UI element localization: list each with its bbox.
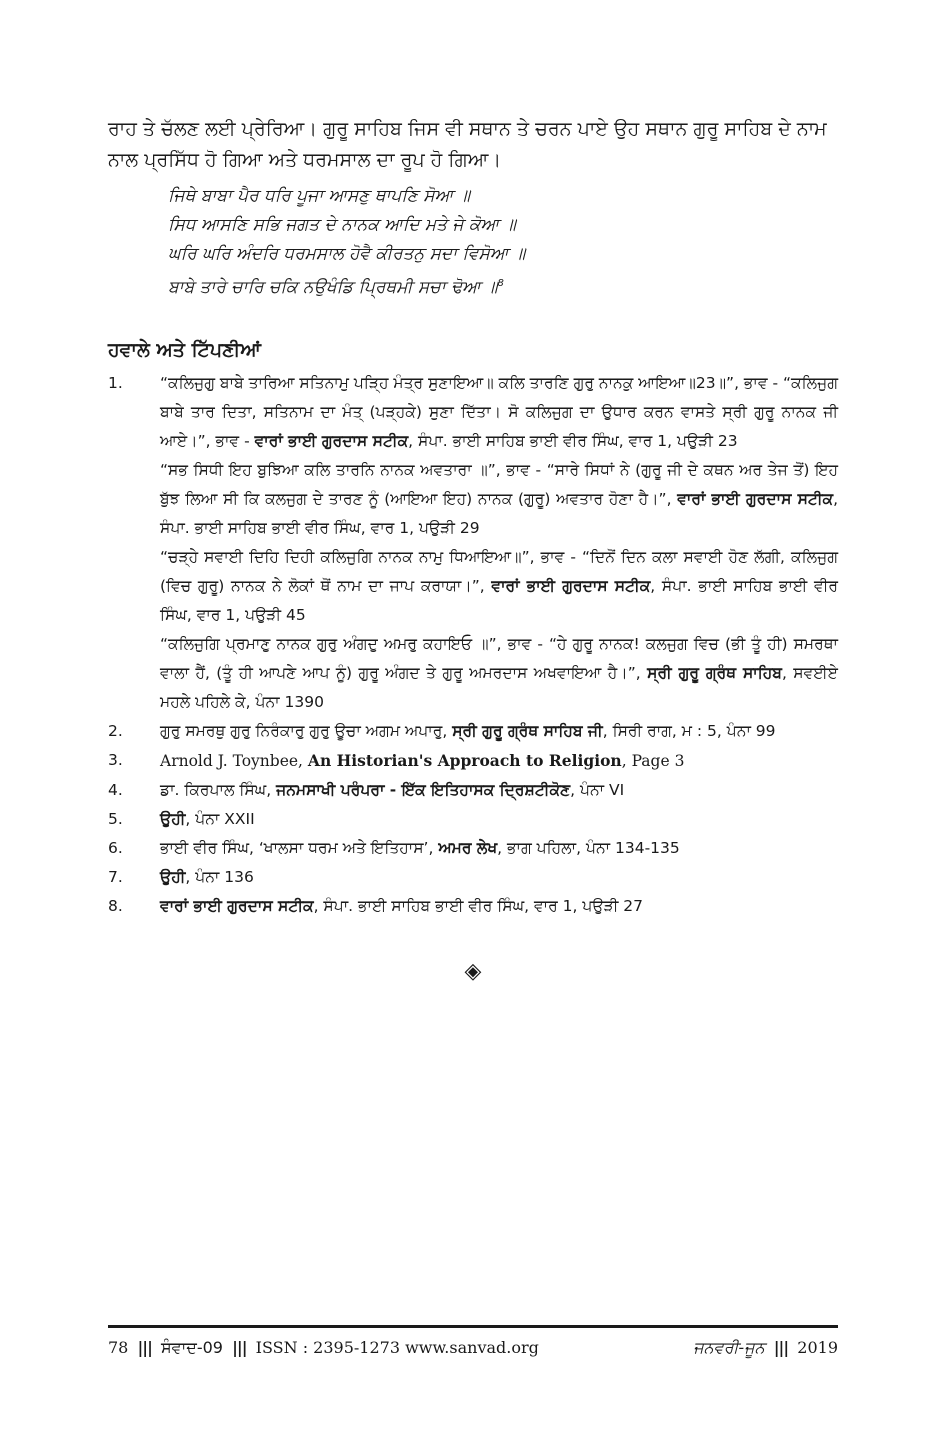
reference-source: ਵਾਰਾਂ ਭਾਈ ਗੁਰਦਾਸ ਸਟੀਕ — [677, 489, 834, 508]
reference-item — [108, 834, 838, 863]
reference-detail: , ਸੰਪਾ. ਭਾਈ ਸਾਹਿਬ ਭਾਈ ਵੀਰ ਸਿੰਘ, ਵਾਰ 1, ਪਉੜੀ 27 — [313, 896, 644, 915]
gurbani-verse — [168, 182, 838, 303]
reference-detail: , ਸੰਪਾ. ਭਾਈ ਸਾਹਿਬ ਭਾਈ ਵੀਰ ਸਿੰਘ, ਵਾਰ 1, ਪਉੜੀ 23 — [408, 431, 738, 450]
reference-paragraph — [160, 543, 838, 630]
footer-right — [693, 1338, 838, 1358]
reference-paragraph — [160, 369, 838, 456]
footer-divider — [108, 1325, 838, 1328]
reference-detail: , ਸਵਈਏ ਮਹਲੇ ਪਹਿਲੇ ਕੇ, ਪੰਨਾ 1390 — [160, 663, 838, 711]
footnote-ref: 8 — [497, 278, 504, 289]
reference-source: ਸ੍ਰੀ ਗੁਰੂ ਗ੍ਰੰਥ ਸਾਹਿਬ ਜੀ — [452, 721, 603, 740]
journal-name: ਸੰਵਾਦ-09 — [161, 1338, 223, 1357]
reference-number: 5. — [108, 809, 123, 828]
reference-source: ਵਾਰਾਂ ਭਾਈ ਗੁਰਦਾਸ ਸਟੀਕ — [254, 431, 409, 450]
reference-text: ਡਾ. ਕਿਰਪਾਲ ਸਿੰਘ, — [160, 780, 277, 799]
reference-source: ਜਨਮਸਾਖੀ ਪਰੰਪਰਾ - ਇੱਕ ਇਤਿਹਾਸਕ ਦ੍ਰਿਸ਼ਟੀਕੋਣ — [276, 780, 571, 799]
page-footer — [108, 1338, 838, 1358]
reference-number: 3. — [108, 750, 123, 769]
separator-bars-icon: ||| — [773, 1338, 789, 1357]
reference-item — [108, 805, 838, 834]
verse-line — [168, 269, 838, 303]
reference-number: 1. — [108, 373, 123, 392]
reference-detail: , ਸੰਪਾ. ਭਾਈ ਸਾਹਿਬ ਭਾਈ ਵੀਰ ਸਿੰਘ, ਵਾਰ 1, ਪਉੜੀ 29 — [160, 489, 838, 537]
page-body — [108, 114, 838, 984]
reference-text: “ਕਲਿਜੁਗੁ ਬਾਬੇ ਤਾਰਿਆ ਸਤਿਨਾਮੁ ਪੜ੍ਹਿ ਮੰਤ੍ਰ ਸੁਣਾਇਆ॥ ਕਲਿ ਤਾਰਣਿ ਗੁਰੁ ਨਾਨਕੁ ਆਇਆ॥23॥”, ਭਾਵ - “ਕਲਿਜੁਗ ਬਾਬੇ ਤਾਰ ਦਿਤਾ, ਸਤਿਨਾਮ ਦਾ ਮੰਤ੍ (ਪੜ੍ਹਕੇ) ਸੁਣਾ ਦਿੱਤਾ। ਸੋ ਕਲਿਜੁਗ ਦਾ ਉਧਾਰ ਕਰਨ ਵਾਸਤੇ ਸ੍ਰੀ ਗੁਰੂ ਨਾਨਕ ਜੀ ਆਏ।”, ਭਾਵ - — [160, 373, 838, 450]
references-heading: ਹਵਾਲੇ ਅਤੇ ਟਿੱਪਣੀਆਂ — [108, 338, 261, 361]
reference-item — [108, 746, 838, 776]
verse-line: ਜਿਥੇ ਬਾਬਾ ਪੈਰ ਧਰਿ ਪੂਜਾ ਆਸਣੁ ਥਾਪਣਿ ਸੋਆ ॥ — [168, 186, 470, 206]
reference-text: “ਕਲਿਜੁਗਿ ਪ੍ਰਮਾਣੁ ਨਾਨਕ ਗੁਰੁ ਅੰਗਦੁ ਅਮਰੁ ਕਹਾਇਓ ॥”, ਭਾਵ - “ਹੇ ਗੁਰੂ ਨਾਨਕ! ਕਲਜੁਗ ਵਿਚ (ਭੀ ਤੂੰ ਹੀ) ਸਮਰਥਾ ਵਾਲਾ ਹੈਂ, (ਤੂੰ ਹੀ ਆਪਣੇ ਆਪ ਨੂੰ) ਗੁਰੂ ਅੰਗਦ ਤੇ ਗੁਰੂ ਅਮਰਦਾਸ ਅਖਵਾਇਆ ਹੈ।”, — [160, 634, 838, 682]
reference-text: Arnold J. Toynbee, — [160, 751, 308, 770]
reference-paragraph — [160, 776, 838, 805]
issn-website: ISSN : 2395-1273 www.sanvad.org — [255, 1338, 539, 1357]
verse-line: ਸਿਧ ਆਸਣਿ ਸਭਿ ਜਗਤ ਦੇ ਨਾਨਕ ਆਦਿ ਮਤੇ ਜੇ ਕੋਆ ॥ — [168, 215, 516, 235]
verse-text: ਬਾਬੇ ਤਾਰੇ ਚਾਰਿ ਚਕਿ ਨਉਖੰਡਿ ਪ੍ਰਿਥਮੀ ਸਚਾ ਢੋਆ ॥ — [168, 277, 498, 298]
reference-number: 4. — [108, 780, 123, 799]
reference-source: ਵਾਰਾਂ ਭਾਈ ਗੁਰਦਾਸ ਸਟੀਕ — [491, 576, 651, 595]
separator-bars-icon: ||| — [232, 1338, 247, 1357]
reference-source: ਉਹੀ — [160, 867, 186, 886]
reference-text: ਗੁਰੁ ਸਮਰਥੁ ਗੁਰੁ ਨਿਰੰਕਾਰੁ ਗੁਰੁ ਊਚਾ ਅਗਮ ਅਪਾਰੁ, — [160, 721, 453, 740]
reference-detail: , ਪੰਨਾ VI — [570, 780, 625, 799]
separator-bars-icon: ||| — [137, 1338, 152, 1357]
reference-text: “ਚੜ੍ਹੇ ਸਵਾਈ ਦਿਹਿ ਦਿਹੀ ਕਲਿਜੁਗਿ ਨਾਨਕ ਨਾਮੁ ਧਿਆਇਆ॥”, ਭਾਵ - “ਦਿਨੋਂ ਦਿਨ ਕਲਾ ਸਵਾਈ ਹੋਣ ਲੱਗੀ, ਕਲਿਜੁਗ (ਵਿਚ ਗੁਰੂ) ਨਾਨਕ ਨੇ ਲੋਕਾਂ ਥੋਂ ਨਾਮ ਦਾ ਜਾਪ ਕਰਾਯਾ।”, — [160, 547, 838, 595]
reference-item — [108, 717, 838, 746]
diamond-ornament-icon: ◈ — [464, 958, 482, 984]
issue-period: ਜਨਵਰੀ-ਜੂਨ — [693, 1338, 765, 1357]
reference-source: ਸ੍ਰੀ ਗੁਰੂ ਗ੍ਰੰਥ ਸਾਹਿਬ — [647, 663, 782, 682]
reference-paragraph — [160, 630, 838, 717]
reference-paragraph — [160, 892, 838, 921]
reference-paragraph — [160, 456, 838, 543]
reference-detail: , ਸੰਪਾ. ਭਾਈ ਸਾਹਿਬ ਭਾਈ ਵੀਰ ਸਿੰਘ, ਵਾਰ 1, ਪਉੜੀ 45 — [160, 576, 838, 624]
reference-item — [108, 776, 838, 805]
page-number: 78 — [108, 1338, 129, 1357]
reference-paragraph — [160, 834, 838, 863]
reference-source: ਅਮਰ ਲੇਖ — [438, 838, 498, 857]
references-list — [108, 369, 838, 921]
reference-paragraph — [160, 863, 838, 892]
reference-detail: , ਸਿਰੀ ਰਾਗ, ਮ : 5, ਪੰਨਾ 99 — [602, 721, 776, 740]
reference-paragraph — [160, 805, 838, 834]
reference-detail: , ਪੰਨਾ XXII — [185, 809, 255, 828]
reference-paragraph — [160, 746, 838, 776]
footer-left — [108, 1338, 539, 1358]
verse-line: ਘਰਿ ਘਰਿ ਅੰਦਰਿ ਧਰਮਸਾਲ ਹੋਵੈ ਕੀਰਤਨੁ ਸਦਾ ਵਿਸੋਆ ॥ — [168, 244, 526, 264]
reference-item — [108, 863, 838, 892]
reference-text: “ਸਭ ਸਿਧੀ ਇਹ ਬੁਝਿਆ ਕਲਿ ਤਾਰਨਿ ਨਾਨਕ ਅਵਤਾਰਾ ॥”, ਭਾਵ - “ਸਾਰੇ ਸਿਧਾਂ ਨੇ (ਗੁਰੂ ਜੀ ਦੇ ਕਥਨ ਅਰ ਤੇਜ ਤੋਂ) ਇਹ ਬੁੱਝ ਲਿਆ ਸੀ ਕਿ ਕਲਜੁਗ ਦੇ ਤਾਰਣ ਨੂੰ (ਆਇਆ ਇਹ) ਨਾਨਕ (ਗੁਰੂ) ਅਵਤਾਰ ਹੋਣਾ ਹੈ।”, — [160, 460, 838, 508]
reference-number: 7. — [108, 867, 123, 886]
reference-source: ਵਾਰਾਂ ਭਾਈ ਗੁਰਦਾਸ ਸਟੀਕ — [160, 896, 314, 915]
reference-source: An Historian's Approach to Religion — [307, 750, 622, 770]
reference-detail: , ਭਾਗ ਪਹਿਲਾ, ਪੰਨਾ 134-135 — [497, 838, 680, 857]
reference-detail: , ਪੰਨਾ 136 — [185, 867, 254, 886]
reference-text: ਭਾਈ ਵੀਰ ਸਿੰਘ, ‘ਖਾਲਸਾ ਧਰਮ ਅਤੇ ਇਤਿਹਾਸ’, — [160, 838, 439, 857]
reference-source: ਉਹੀ — [160, 809, 186, 828]
reference-number: 6. — [108, 838, 123, 857]
issue-year: 2019 — [797, 1338, 838, 1357]
reference-item — [108, 369, 838, 717]
reference-item — [108, 892, 838, 921]
intro-paragraph: ਰਾਹ ਤੇ ਚੱਲਣ ਲਈ ਪ੍ਰੇਰਿਆ। ਗੁਰੂ ਸਾਹਿਬ ਜਿਸ ਵੀ ਸਥਾਨ ਤੇ ਚਰਨ ਪਾਏ ਉਹ ਸਥਾਨ ਗੁਰੂ ਸਾਹਿਬ ਦੇ ਨਾਮ ਨਾਲ ਪ੍ਰਸਿੱਧ ਹੋ ਗਿਆ ਅਤੇ ਧਰਮਸਾਲ ਦਾ ਰੂਪ ਹੋ ਗਿਆ। — [108, 118, 827, 171]
reference-number: 8. — [108, 896, 123, 915]
reference-detail: , Page 3 — [621, 751, 685, 770]
reference-paragraph — [160, 717, 838, 746]
reference-number: 2. — [108, 721, 123, 740]
